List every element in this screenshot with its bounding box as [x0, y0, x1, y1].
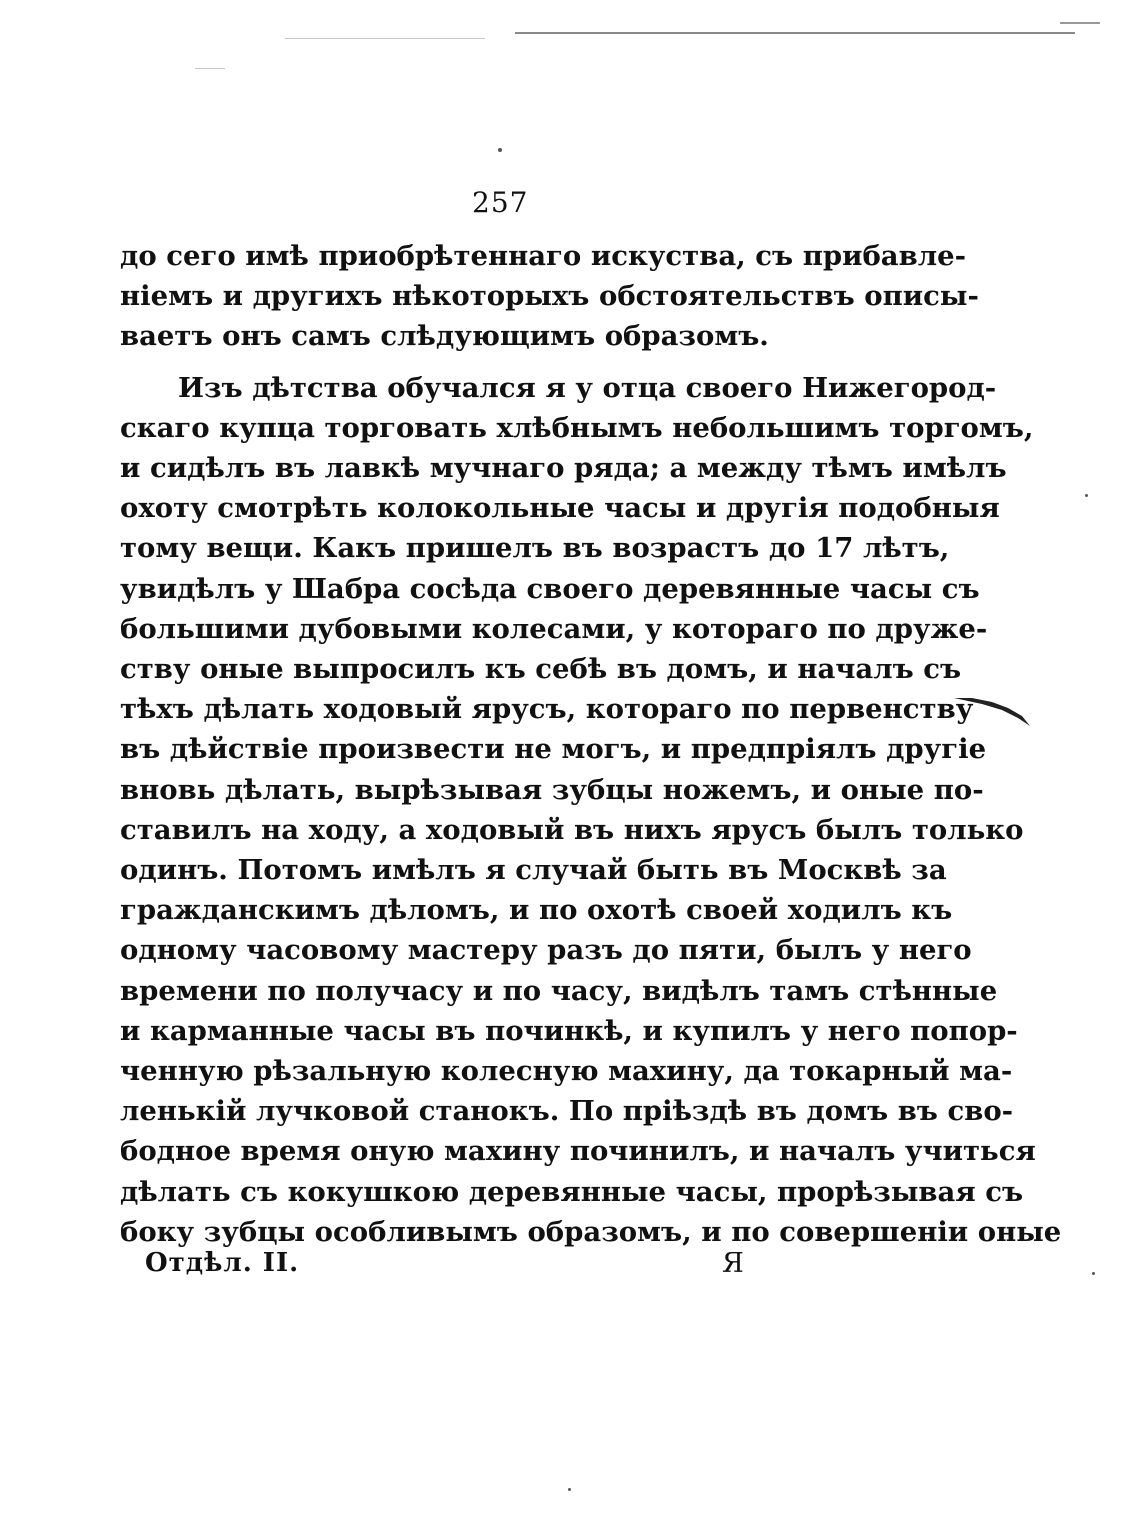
text-line: ставилъ на ходу, а ходовый въ нихъ ярусъ былъ только	[120, 813, 1024, 846]
text-line: большими дубовыми колесами, у котораго по друже-	[120, 612, 988, 645]
text-line: и сидѣлъ въ лавкѣ мучнаго ряда; а между тѣмъ имѣлъ	[120, 452, 1007, 485]
text-line: одинъ. Потомъ имѣлъ я случай быть въ Москвѣ за	[120, 854, 947, 887]
text-line: скаго купца торговать хлѣбнымъ небольшимъ торгомъ,	[120, 411, 1034, 444]
text-line: ніемъ и другихъ нѣкоторыхъ обстоятельствъ описы-	[120, 280, 979, 313]
text-line: въ дѣйствіе произвести не могъ, и предпріялъ другіе	[120, 733, 987, 766]
text-line: времени по получасу и по часу, видѣлъ тамъ стѣнные	[120, 974, 998, 1007]
text-line: тому вещи. Какъ пришелъ въ возрастъ до 17 лѣтъ,	[120, 532, 950, 565]
text-line: ленькій лучковой станокъ. По пріѣздѣ въ домъ въ сво-	[120, 1095, 1014, 1128]
text-line: ченную рѣзальную колесную махину, да токарный ма-	[120, 1055, 1013, 1088]
text-line: Изъ дѣтства обучался я у отца своего Нижегород-	[178, 371, 997, 404]
text-line: боку зубцы особливымъ образомъ, и по совершеніи оные	[120, 1215, 1062, 1248]
text-line: ству оные выпросилъ къ себѣ въ домъ, и началъ съ	[120, 653, 962, 686]
body-text	[120, 236, 1062, 1252]
text-line: ваетъ онъ самъ слѣдующимъ образомъ.	[120, 320, 769, 353]
scan-speck	[1092, 1272, 1095, 1275]
text-line: дѣлать съ кокушкою деревянные часы, прорѣзывая съ	[120, 1175, 1024, 1208]
scan-speck	[498, 148, 502, 152]
text-line: вновь дѣлать, вырѣзывая зубцы ножемъ, и оные по-	[120, 773, 984, 806]
text-line: увидѣлъ у Шабра сосѣда своего деревянные часы съ	[120, 572, 980, 605]
page-number: 257	[472, 186, 529, 219]
text-line: и карманные часы въ починкѣ, и купилъ у него попор-	[120, 1014, 1018, 1047]
text-line: тѣхъ дѣлать ходовый ярусъ, котораго по первенству	[120, 693, 974, 726]
text-line: до сего имѣ приобрѣтеннаго искуства, съ прибавле-	[120, 240, 967, 272]
text-line: бодное время оную махину починилъ, и началъ учиться	[120, 1135, 1036, 1168]
paragraph-2	[120, 368, 1062, 1252]
scan-edge-line	[195, 68, 225, 69]
catchword: Я	[722, 1248, 744, 1279]
scan-edge-line	[285, 38, 485, 39]
text-line: гражданскимъ дѣломъ, и по охотѣ своей ходилъ къ	[120, 894, 953, 927]
text-line: одному часовому мастеру разъ до пяти, былъ у него	[120, 934, 972, 967]
scan-edge-line	[515, 32, 1075, 34]
scan-speck	[568, 1488, 571, 1491]
scan-speck	[1085, 494, 1088, 497]
paragraph-1	[120, 236, 979, 357]
signature-mark: Отдѣл. II.	[145, 1248, 300, 1278]
scan-edge-line	[1060, 22, 1100, 24]
text-line: охоту смотрѣть колокольные часы и другія подобныя	[120, 492, 1000, 525]
